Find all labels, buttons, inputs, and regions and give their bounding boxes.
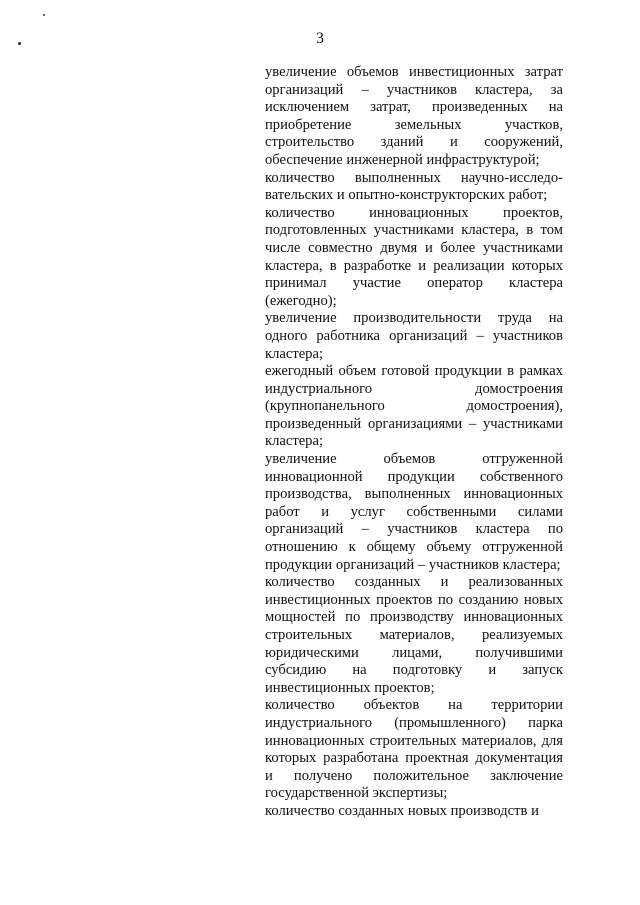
list-item: увеличение объемов отгруженной инновационной продукции собственного производства, выполненных инновационных работ и услуг собственными силами организаций – участников кластера по отношению к общему объему отгруженной продукции организаций – участников кластера; [265, 451, 563, 573]
list-item: количество объектов на территории индустриального (промышленного) парка инновационных строительных материалов, для которых разработана проектная документация и получено положительное заключение государственной экспертизы; [265, 697, 563, 802]
list-item: увеличение объемов инвестиционных затрат организаций – участников кластера, за исключением затрат, произведенных на приобретение земельных участков, строительство зданий и сооружений, обеспечение инженерной инфраструктурой; [265, 64, 563, 168]
list-item: количество инновационных проектов, подготовленных участниками кластера, в том числе совместно двумя и более участниками кластера, в разработке и реализации которых принимал участие оператор кластера (ежегодно); [265, 204, 563, 309]
document-body [265, 64, 563, 821]
list-item: ежегодный объем готовой продукции в рамках индустриального домостроения (крупнопанельного домостроения), произведенный организациями – участниками кластера; [265, 363, 563, 450]
list-item: количество выполненных научно-исследовательских и опытно-конструкторских работ; [265, 169, 563, 204]
list-item: количество созданных и реализованных инвестиционных проектов по созданию новых мощностей по производству инновационных строительных материалов, реализуемых юридическими лицами, получившими субсидию на подготовку и запуск инвестиционных проектов; [265, 574, 563, 696]
scan-speck [43, 14, 45, 16]
list-item: количество созданных новых производств и [265, 802, 539, 819]
list-item: увеличение производительности труда на одного работника организаций – участников кластера; [265, 310, 563, 362]
page-number: 3 [316, 30, 324, 47]
